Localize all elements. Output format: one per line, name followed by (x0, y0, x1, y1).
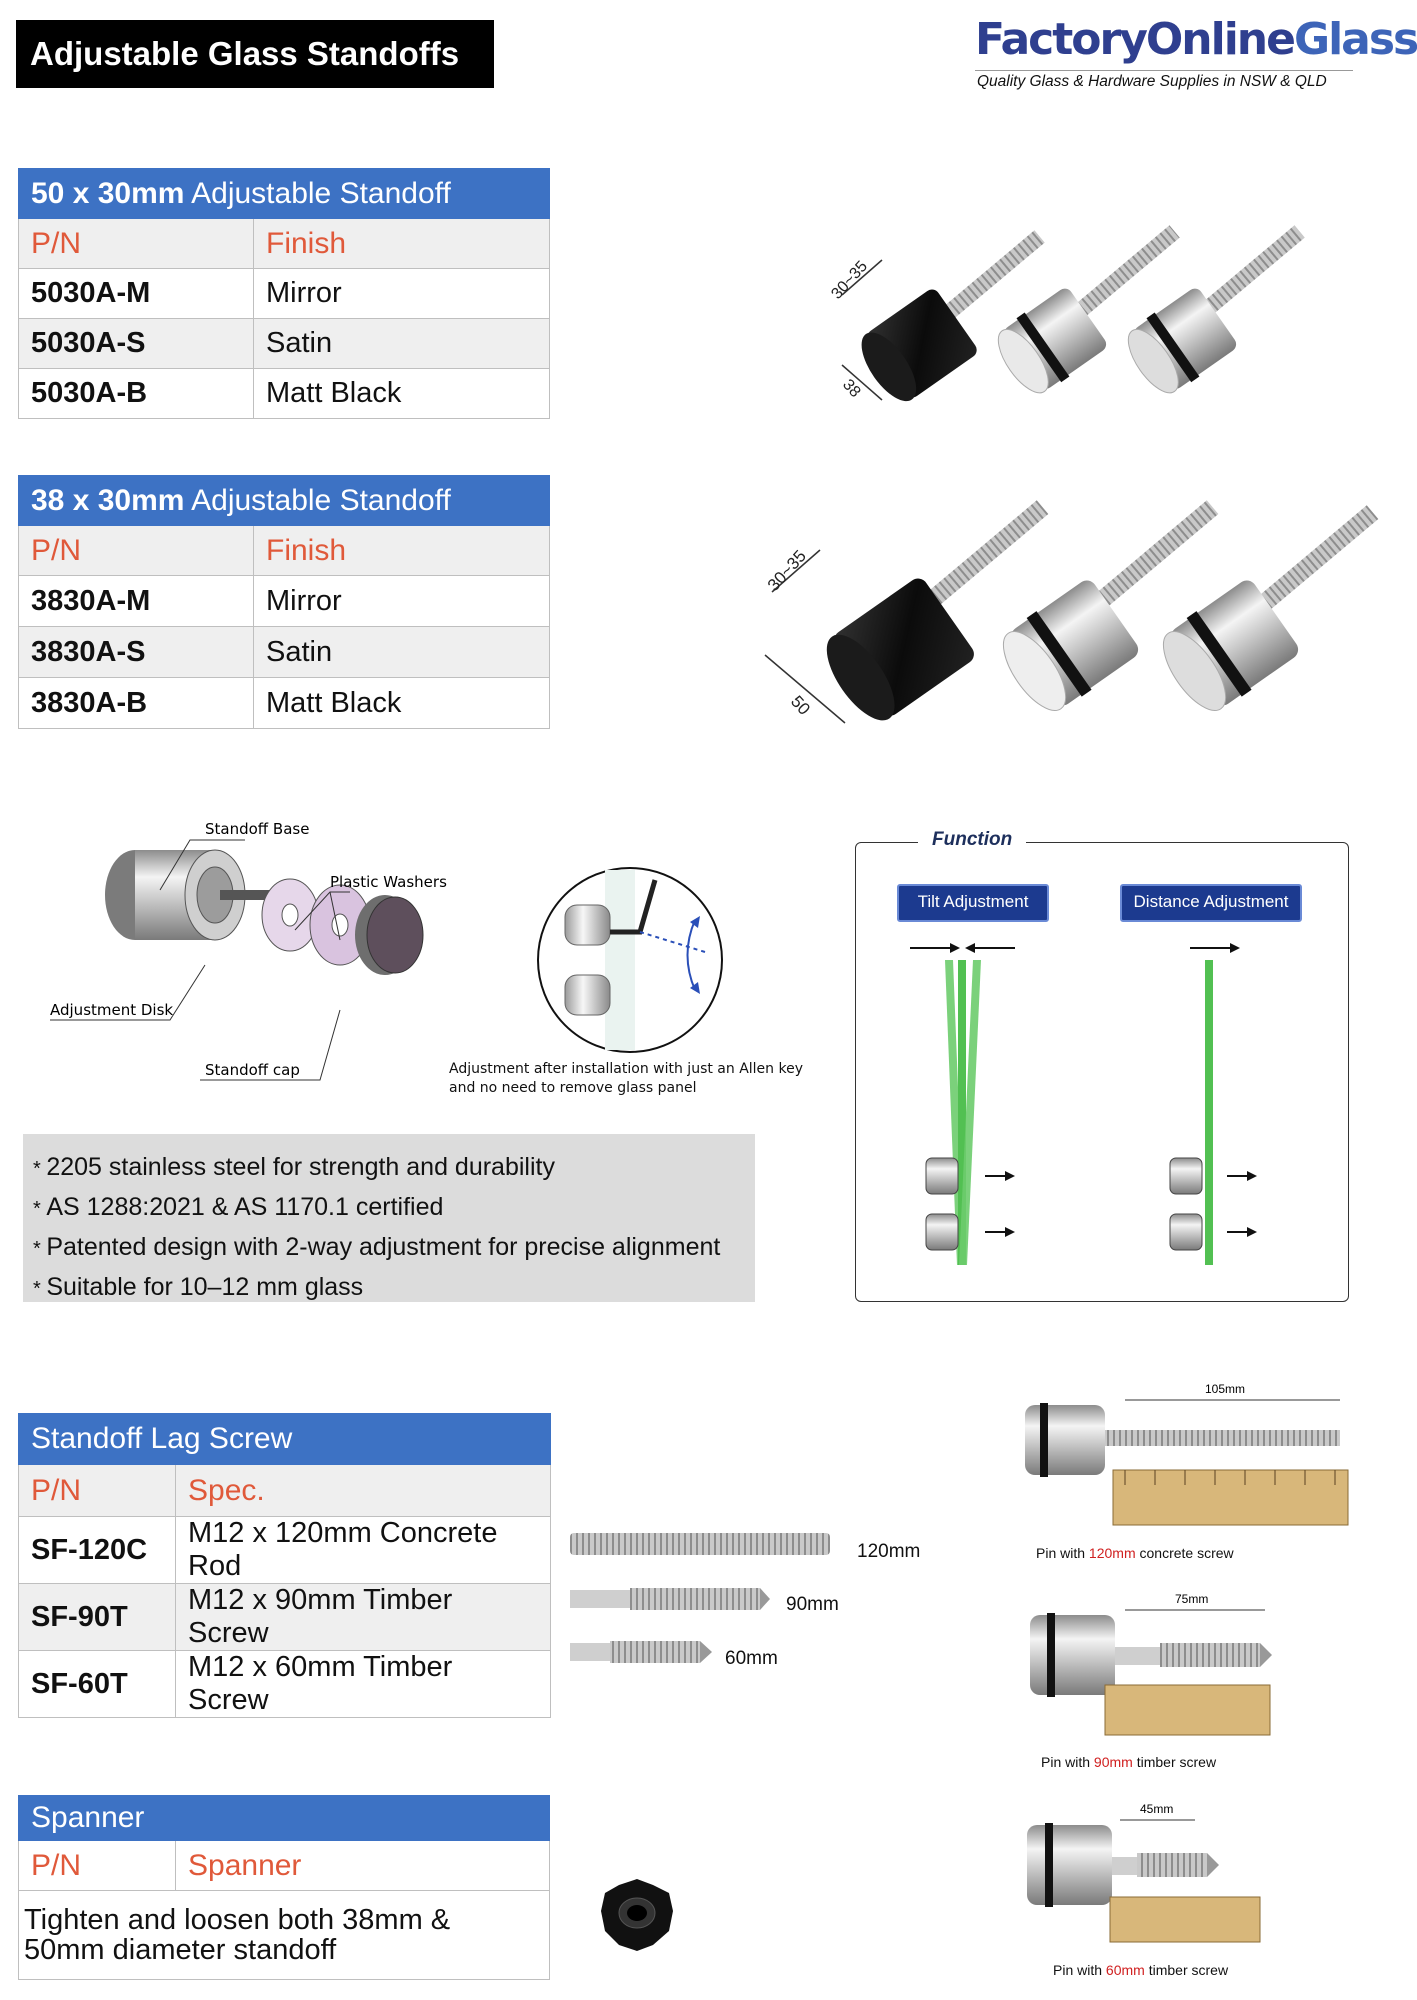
table-cell-pn: 5030A-B (19, 369, 254, 419)
table-cell-finish: Satin (254, 627, 550, 678)
concrete-rod (570, 1533, 830, 1555)
dimension-label: 30~35 (828, 257, 872, 303)
table-cell-pn: 5030A-M (19, 269, 254, 319)
standoff-50x30-photo (820, 200, 1300, 420)
exploded-view-diagram (40, 790, 470, 1100)
label-standoff-base: Standoff Base (205, 820, 310, 838)
column-header-pn: P/N (19, 1465, 176, 1517)
pin-60mm-photo (1015, 1795, 1315, 1945)
table-cell-pn: SF-90T (19, 1584, 176, 1651)
label-adjustment-disk: Adjustment Disk (50, 1001, 174, 1019)
dimension-label: 38 (839, 376, 864, 401)
table-cell-pn: 3830A-B (19, 678, 254, 729)
logo-text-1: FactoryOnline (975, 14, 1294, 65)
function-title: Function (918, 829, 1026, 851)
label-standoff-cap: Standoff cap (205, 1061, 300, 1079)
column-header-finish: Finish (254, 526, 550, 576)
table-cell-finish: Satin (254, 319, 550, 369)
table-cell-pn: SF-120C (19, 1517, 176, 1584)
column-header-pn: P/N (19, 219, 254, 269)
table-cell-spec: M12 x 90mm Timber Screw (176, 1584, 551, 1651)
dimension-label: 105mm (1205, 1382, 1246, 1396)
pin-60mm-caption: Pin with 60mm timber screw (1053, 1962, 1229, 1978)
tilt-diagram (910, 943, 1015, 1265)
plastic-washer-part (262, 879, 318, 951)
black-standoff (814, 575, 978, 731)
page-title: Adjustable Glass Standoffs (16, 20, 494, 88)
standoff-38x30-table (18, 475, 550, 729)
column-header-spanner: Spanner (176, 1841, 550, 1891)
list-item: * AS 1288:2021 & AS 1170.1 certified (33, 1188, 755, 1228)
list-item: * Patented design with 2-way adjustment for precise alignment (33, 1228, 755, 1268)
standoff-cap-part (355, 895, 423, 975)
pin-120mm-photo (1005, 1375, 1365, 1525)
list-item: * 2205 stainless steel for strength and durability (33, 1148, 755, 1188)
allen-key-caption: Adjustment after installation with just an Allen key and no need to remove glass panel (449, 1061, 803, 1096)
threaded-rod (1070, 225, 1180, 321)
ruler-icon (1110, 1897, 1260, 1942)
table-cell-spec: M12 x 120mm Concrete Rod (176, 1517, 551, 1584)
allen-key-illustration (530, 860, 730, 1060)
timber-screw-60 (570, 1641, 712, 1663)
length-label-120: 120mm (857, 1541, 921, 1562)
column-header-finish: Finish (254, 219, 550, 269)
standoff-38x30-photo (760, 480, 1350, 740)
mirror-standoff (991, 575, 1144, 722)
table-cell-finish: Matt Black (254, 678, 550, 729)
logo-text-2: Glass (1293, 14, 1417, 65)
dimension-label: 45mm (1140, 1802, 1174, 1816)
standoff-50x30-table (18, 168, 550, 419)
distance-diagram (1170, 943, 1257, 1265)
table-cell-pn: 3830A-S (19, 627, 254, 678)
table-cell-pn: 3830A-M (19, 576, 254, 627)
tilt-adjustment-button[interactable]: Tilt Adjustment (897, 884, 1049, 922)
label-plastic-washers: Plastic Washers (330, 873, 447, 891)
table-title: Standoff Lag Screw (19, 1414, 551, 1465)
spanner-icon (595, 1875, 680, 1955)
ruler-icon (1113, 1470, 1348, 1525)
table-title: 50 x 30mm Adjustable Standoff (19, 169, 550, 219)
timber-screw-90 (570, 1588, 770, 1610)
glass-panel (605, 870, 635, 1050)
table-cell-pn: 5030A-S (19, 319, 254, 369)
spanner-table (18, 1795, 550, 1980)
column-header-spec: Spec. (176, 1465, 551, 1517)
pin-90mm-caption: Pin with 90mm timber screw (1041, 1754, 1217, 1770)
table-cell-finish: Matt Black (254, 369, 550, 419)
table-cell-finish: Mirror (254, 269, 550, 319)
length-label-60: 60mm (725, 1648, 778, 1669)
distance-adjustment-button[interactable]: Distance Adjustment (1120, 884, 1302, 922)
pin-120mm-caption: Pin with 120mm concrete screw (1036, 1545, 1234, 1561)
brand-logo[interactable] (975, 14, 1417, 91)
column-header-pn: P/N (19, 526, 254, 576)
table-cell-finish: Mirror (254, 576, 550, 627)
function-illustration (870, 930, 1340, 1290)
length-label-90: 90mm (786, 1594, 839, 1615)
table-cell-description: Tighten and loosen both 38mm & 50mm diameter standoff (19, 1891, 550, 1980)
logo-divider (975, 70, 1353, 71)
logo-tagline: Quality Glass & Hardware Supplies in NSW & QLD (977, 73, 1327, 90)
dimension-label: 50 (787, 691, 814, 719)
pin-90mm-photo (1010, 1585, 1330, 1735)
lag-screw-table (18, 1413, 551, 1718)
dimension-label: 30~35 (763, 546, 810, 595)
table-title: 38 x 30mm Adjustable Standoff (19, 476, 550, 526)
ruler-icon (1105, 1685, 1270, 1735)
list-item: * Suitable for 10–12 mm glass (33, 1268, 755, 1308)
column-header-pn: P/N (19, 1841, 176, 1891)
table-cell-pn: SF-60T (19, 1651, 176, 1718)
table-title: Spanner (19, 1796, 550, 1841)
table-cell-spec: M12 x 60mm Timber Screw (176, 1651, 551, 1718)
feature-list (23, 1134, 755, 1302)
dimension-label: 75mm (1175, 1592, 1209, 1606)
